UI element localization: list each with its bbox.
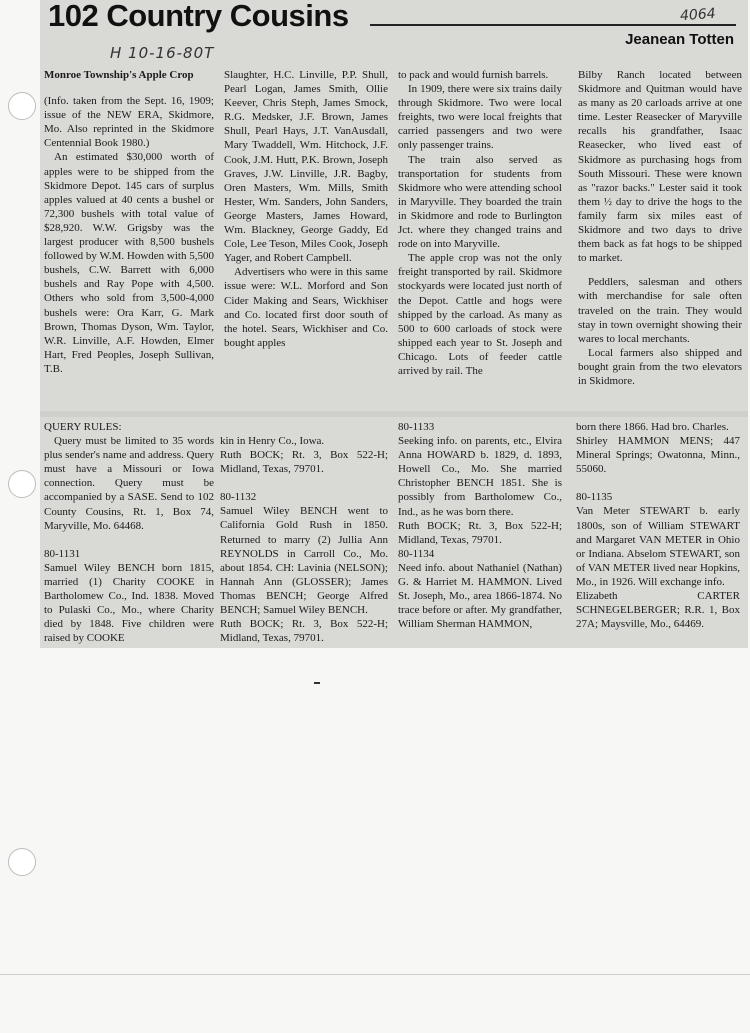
- handwritten-number: 4064: [679, 5, 717, 25]
- article-paragraph: Peddlers, salesman and others with merchandise for sale often traveled on the train. They would stay in town overnight showing their wares to local merchants.: [578, 276, 742, 345]
- article-paragraph: Slaughter, H.C. Linville, P.P. Shull, Pearl Logan, James Smith, Ollie Keever, Chris Steph, James Smock, R.G. Medsker, J.F. Brown, James Shull, Pearl Hays, J.T. VanAusdall, Mary Twaddell, Wm. Hitchock, J.F. Cook, J.M. Hutt, P.K. Brown, Joseph Graves, J.W. Linville, J.R. Bagby, Oren Masters, Wm. Mills, Smith Hester, Wm. Sanders, John Sanders, George Masters, James Howard, Wm. Blackney, George Gaddy, Ed Cole, Lee Teson, Miles Cook, Joseph Yager, and Robert Campbell.: [224, 69, 389, 265]
- page-edge: [0, 974, 750, 975]
- article-column-1: [44, 68, 214, 376]
- query-number: 80-1133: [398, 421, 435, 433]
- section-separator: [40, 411, 748, 417]
- article-paragraph: Local farmers also shipped and bought grain from the two elevators in Skidmore.: [578, 346, 742, 387]
- query-address: Elizabeth CARTER SCHNEGELBERGER; R.R. 1, Box 27A; Maysville, Mo., 64469.: [576, 590, 740, 631]
- query-text: born there 1866. Had bro. Charles.: [576, 421, 729, 433]
- article-paragraph: The train also served as transportation for students from Skidmore who were attending school in Maryville. They boarded the train in Skidmore and rode to Burlington Jct. where they changed trains and rode on into Maryville.: [398, 153, 562, 251]
- query-column-3: [398, 420, 562, 631]
- query-rules-heading: QUERY RULES:: [44, 421, 122, 433]
- article-title: Monroe Township's Apple Crop: [44, 69, 194, 81]
- query-address: Shirley HAMMON MENS; 447 Mineral Springs; Owatonna, Minn., 55060.: [576, 435, 740, 476]
- query-rules-text: Query must be limited to 35 words plus sender's name and address. Query must have a Missouri or Iowa connection. Query must be accompanied by a SASE. Send to 102 County Cousins, Rt. 1, Box 74, Maryville, Mo. 64468.: [44, 435, 214, 532]
- article-paragraph: to pack and would furnish barrels.: [398, 69, 549, 81]
- article-column-4: [578, 68, 742, 388]
- query-number: 80-1132: [220, 491, 257, 504]
- query-column-4: [576, 420, 740, 631]
- query-address: Ruth BOCK; Rt. 3, Box 522-H; Midland, Texas, 79701.: [220, 449, 388, 476]
- newspaper-clipping: [40, 0, 748, 648]
- query-column-2: [220, 434, 388, 645]
- article-paragraph: (Info. taken from the Sept. 16, 1909; issue of the NEW ERA, Skidmore, Mo. Also reprinted in the Skidmore Centennial Book 1980.): [44, 95, 214, 150]
- query-text: Samuel Wiley BENCH went to California Gold Rush in 1850. Returned to marry (2) Jullia Ann REYNOLDS in Carroll Co., Mo. about 1854. CH: Lavinia (NELSON); Hannah Ann (GLOSSER); James Thomas BENCH; George Alfred BENCH; Samuel Wiley BENCH.: [220, 505, 388, 617]
- article-paragraph: Advertisers who were in this same issue were: W.L. Morford and Son Cider Making and Sears, Wickhiser and Co. located first door south of the hotel. Sears, Wickhiser and Co. bought apples: [224, 266, 388, 349]
- article-paragraph: An estimated $30,000 worth of apples were to be shipped from the Skidmore Depot. 145 cars of surplus apples valued at 40 cents a bushel or 72,300 bushels with total value of $28,920. W.W. Grigsby was the largest producer with 8,500 bushels followed by W.M. Howden with 5,500 bushels, C.W. Barrett with 6,000 bushels and Ray Pope with 4,500. Others who sold from 3,500-4,000 bushels were: Ora Karr, G. Mark Brown, Thomas Dyson, Wm. Taylor, W.R. Linville, A.F. Howden, Elmer Hart, Fred Peoples, Joseph Sullivan, T.B.: [44, 151, 214, 375]
- query-text: Need info. about Nathaniel (Nathan) G. & Harriet M. HAMMON. Lived St. Joseph, Mo., area 1866-1874. No trace before or after. My grandfather, William Sherman HAMMON,: [398, 561, 562, 631]
- binder-hole: [8, 848, 36, 876]
- query-address: Ruth BOCK; Rt. 3, Box 522-H; Midland, Texas, 79701.: [398, 519, 562, 546]
- query-text: Van Meter STEWART b. early 1800s, son of William STEWART and Margaret VAN METER in Ohio or Indiana. Abselom STEWART, son of VAN METER lived near Hopkins, Mo., in 1926. Will exchange info.: [576, 505, 740, 588]
- article-column-3: [398, 68, 562, 378]
- column-masthead: 102 Country Cousins: [48, 0, 349, 33]
- query-number: 80-1134: [398, 547, 435, 560]
- article-paragraph: The apple crop was not the only freight transported by rail. Skidmore stockyards were located just north of the Depot. Cattle and hogs were shipped by the carload. As many as 500 to 600 carloads of stock were shipped each year to St. Joseph and Chicago. Lots of feeder cattle arrived by rail. The: [398, 252, 562, 377]
- query-number: 80-1131: [44, 547, 81, 560]
- author-byline: Jeanean Totten: [625, 31, 734, 48]
- query-number: 80-1135: [576, 491, 613, 504]
- query-text: Samuel Wiley BENCH born 1815, married (1) Charity COOKE in Bartholomew Co., Ind. 1838. Moved to Pulaski Co., Mo., where Charity died by 1848. Five children were raised by COOKE: [44, 561, 214, 645]
- handwritten-date: H 10-16-80T: [110, 44, 215, 62]
- article-paragraph: Bilby Ranch located between Skidmore and Quitman would have as many as 20 carloads arrive at one time. Lester Reasecker of Maryville recalls his grandfather, Isaac Reasecker, who lived east of Skidmore as purchasing hogs from South Missouri. These were known as "razor backs." Lester said it took them ½ day to drive the hogs to the family farm six miles east of Skidmore and two days to drive them back as fat hogs to be shipped to market.: [578, 69, 742, 265]
- query-address: Ruth BOCK; Rt. 3, Box 522-H; Midland, Texas, 79701.: [220, 618, 388, 645]
- binder-hole: [8, 470, 36, 498]
- article-column-2: [224, 68, 388, 350]
- query-text: Seeking info. on parents, etc., Elvira Anna HOWARD b. 1829, d. 1893, Howell Co., Mo. She married Christopher BENCH 1851. She is possibly from Bartholomew Co., Ind., as he was born there.: [398, 435, 562, 518]
- article-paragraph: In 1909, there were six trains daily through Skidmore. Two were local freights, two were local freights that carried passengers and two were only passenger trains.: [398, 83, 562, 152]
- masthead-rule: [370, 24, 736, 26]
- scan-speck: [314, 682, 320, 684]
- query-column-1: [44, 420, 214, 645]
- binder-hole: [8, 92, 36, 120]
- query-text: kin in Henry Co., Iowa.: [220, 435, 325, 447]
